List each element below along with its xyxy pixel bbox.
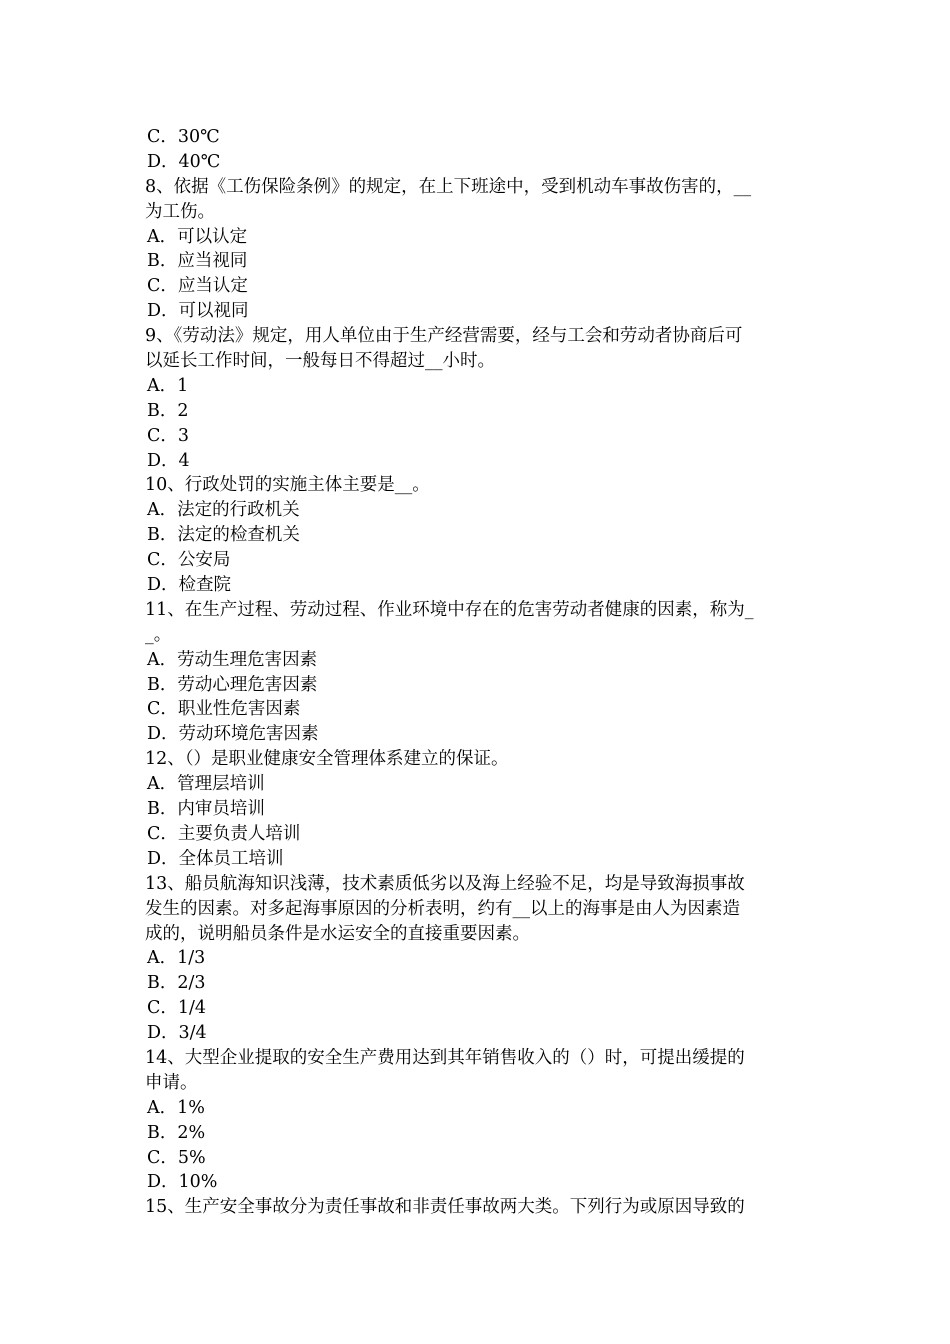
question-text: 12、（）是职业健康安全管理体系建立的保证。 xyxy=(145,749,509,770)
answer-option: C．5% xyxy=(147,1147,206,1168)
answer-option: B．2/3 xyxy=(147,973,206,994)
answer-option: A．管理层培训 xyxy=(147,774,265,795)
question-text: 为工伤。 xyxy=(145,201,215,222)
answer-option: A．1/3 xyxy=(147,948,206,969)
question-text: _。 xyxy=(145,624,172,645)
answer-option: D．10% xyxy=(147,1172,218,1193)
answer-option: D．可以视同 xyxy=(147,301,249,322)
question-text: 9、《劳动法》规定，用人单位由于生产经营需要，经与工会和劳动者协商后可 xyxy=(145,326,743,347)
answer-option: A．可以认定 xyxy=(147,226,248,247)
question-text: 申请。 xyxy=(145,1072,198,1093)
answer-option: B．法定的检查机关 xyxy=(147,525,300,546)
question-text: 15、生产安全事故分为责任事故和非责任事故两大类。下列行为或原因导致的 xyxy=(145,1197,745,1218)
answer-option: D．劳动环境危害因素 xyxy=(147,724,319,745)
answer-option: D．3/4 xyxy=(147,1023,207,1044)
question-text: 13、船员航海知识浅薄，技术素质低劣以及海上经验不足，均是导致海损事故 xyxy=(145,873,745,894)
answer-option: D．全体员工培训 xyxy=(147,848,284,869)
answer-option: C．职业性危害因素 xyxy=(147,699,301,720)
answer-option: B．内审员培训 xyxy=(147,799,265,820)
answer-option: C．30℃ xyxy=(147,127,220,147)
question-text: 11、在生产过程、劳动过程、作业环境中存在的危害劳动者健康的因素，称为_ xyxy=(145,599,754,620)
question-text: 14、大型企业提取的安全生产费用达到其年销售收入的（）时，可提出缓提的 xyxy=(145,1047,745,1068)
answer-option: C．应当认定 xyxy=(147,276,248,297)
question-text: 成的，说明船员条件是水运安全的直接重要因素。 xyxy=(145,923,530,944)
answer-option: D．40℃ xyxy=(147,151,221,172)
answer-option: C．3 xyxy=(147,425,190,446)
answer-option: B．应当视同 xyxy=(147,251,248,272)
answer-option: D．检查院 xyxy=(147,575,232,596)
question-text: 10、行政处罚的实施主体主要是__。 xyxy=(145,475,430,496)
answer-option: B．劳动心理危害因素 xyxy=(147,674,318,695)
answer-option: C．1/4 xyxy=(147,998,207,1019)
answer-option: A．1 xyxy=(147,375,189,396)
answer-option: B．2% xyxy=(147,1122,206,1143)
question-text: 以延长工作时间，一般每日不得超过__小时。 xyxy=(145,351,495,372)
answer-option: A．劳动生理危害因素 xyxy=(147,649,318,670)
answer-option: A．法定的行政机关 xyxy=(147,500,300,521)
question-text: 8、依据《工伤保险条例》的规定，在上下班途中，受到机动车事故伤害的，__ xyxy=(145,176,752,197)
answer-option: A．1% xyxy=(147,1097,205,1118)
answer-option: B．2 xyxy=(147,400,189,421)
question-text: 发生的因素。对多起海事原因的分析表明，约有__以上的海事是由人为因素造 xyxy=(145,898,740,919)
exam-questions xyxy=(145,125,810,1220)
answer-option: D．4 xyxy=(147,450,190,471)
answer-option: C．公安局 xyxy=(147,550,231,571)
answer-option: C．主要负责人培训 xyxy=(147,823,301,844)
